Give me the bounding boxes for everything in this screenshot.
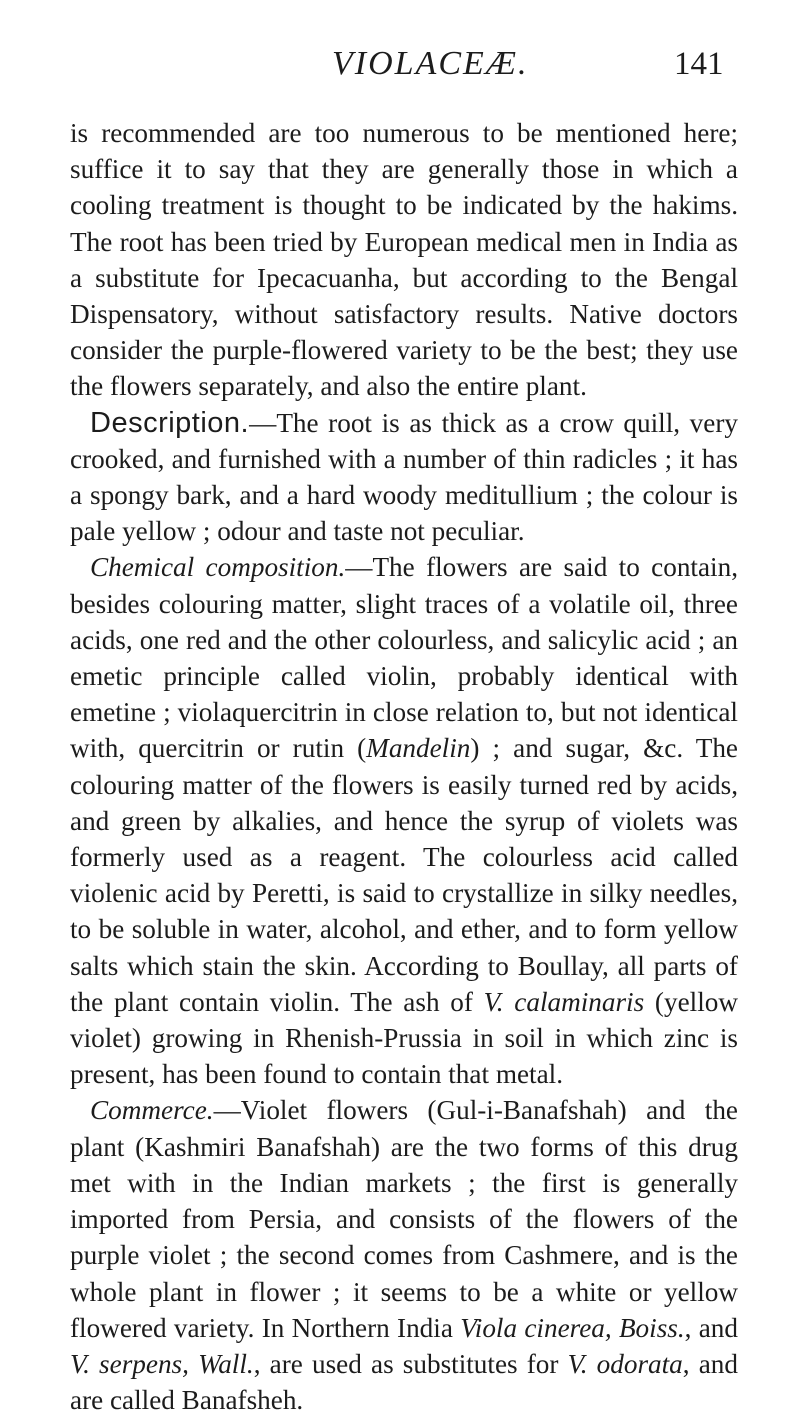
chemical-composition-species: V. calaminaris <box>483 986 645 1017</box>
chemical-composition-text-b: ) ; and sugar, &c. The colouring matter of the flowers is easily turned red by acids, and green by alkalies, and hence the syrup of violets was formerly used as a reagent. The colourless acid called violenic acid by Peretti, is said to crystallize in silky needles, to be soluble in water, alcohol, and ether, and to form yellow salts which stain the skin. According to Boullay, all parts of the plant contain violin. The ash of <box>70 733 738 1017</box>
body-text <box>70 115 738 1418</box>
running-head <box>0 44 800 104</box>
chemical-composition-text-c: (yellow violet) growing in Rhenish-Prussia in soil in which zinc is present, has been found to contain that metal. <box>70 986 738 1090</box>
commerce-species-1: Viola cinerea, Boiss. <box>460 1312 685 1343</box>
paragraph-commerce <box>70 1092 738 1418</box>
paragraph-description <box>70 405 738 550</box>
commerce-text-c: , are used as substitutes for <box>253 1348 568 1379</box>
commerce-text-d: , and are called Banafsheh. <box>70 1348 738 1416</box>
commerce-species-2: V. serpens, Wall. <box>70 1348 254 1379</box>
chemical-composition-heading: Chemical composition. <box>90 552 346 583</box>
description-text: —The root is as thick as a crow quill, very crooked, and furnished with a number of thin radicles ; it has a spongy bark, and a hard woody meditullium ; the colour is pale yellow ; odour and taste not peculiar. <box>70 407 738 547</box>
paragraph-chemical-composition <box>70 549 738 1092</box>
commerce-heading: Commerce. <box>90 1095 214 1126</box>
page-number: 141 <box>674 46 724 82</box>
commerce-text-a: —Violet flowers (Gul-i-Banafshah) and the plant (Kashmiri Banafshah) are the two forms of this drug met with in the Indian markets ; the first is generally imported from Persia, and consists of the flowers of the purple violet ; the second comes from Cashmere, and is the whole plant in flower ; it seems to be a white or yellow flowered variety. In Northern India <box>70 1095 738 1343</box>
description-heading: Description. <box>90 406 250 439</box>
commerce-species-3: V. odorata <box>567 1348 683 1379</box>
running-title: VIOLACEÆ. <box>332 45 529 82</box>
chemical-composition-text-a: —The flowers are said to contain, besides colouring matter, slight traces of a volatile oil, three acids, one red and the other colourless, and salicylic acid ; an emetic principle called violin, probably identical with emetine ; violaquercitrin in close relation to, but not identical with, quercitrin or rutin ( <box>70 552 738 764</box>
commerce-text-b: , and <box>684 1312 738 1343</box>
paragraph-recommended-uses: is recommended are too numerous to be mentioned here; suffice it to say that they are generally those in which a cooling treatment is thought to be indicated by the hakims. The root has been tried by European medical men in India as a substitute for Ipecacuanha, but according to the Bengal Dispensatory, without satisfactory results. Native doctors consider the purple-flowered variety to be the best; they use the flowers separately, and also the entire plant. <box>70 118 738 402</box>
chemical-composition-author: Mandelin <box>366 733 471 764</box>
